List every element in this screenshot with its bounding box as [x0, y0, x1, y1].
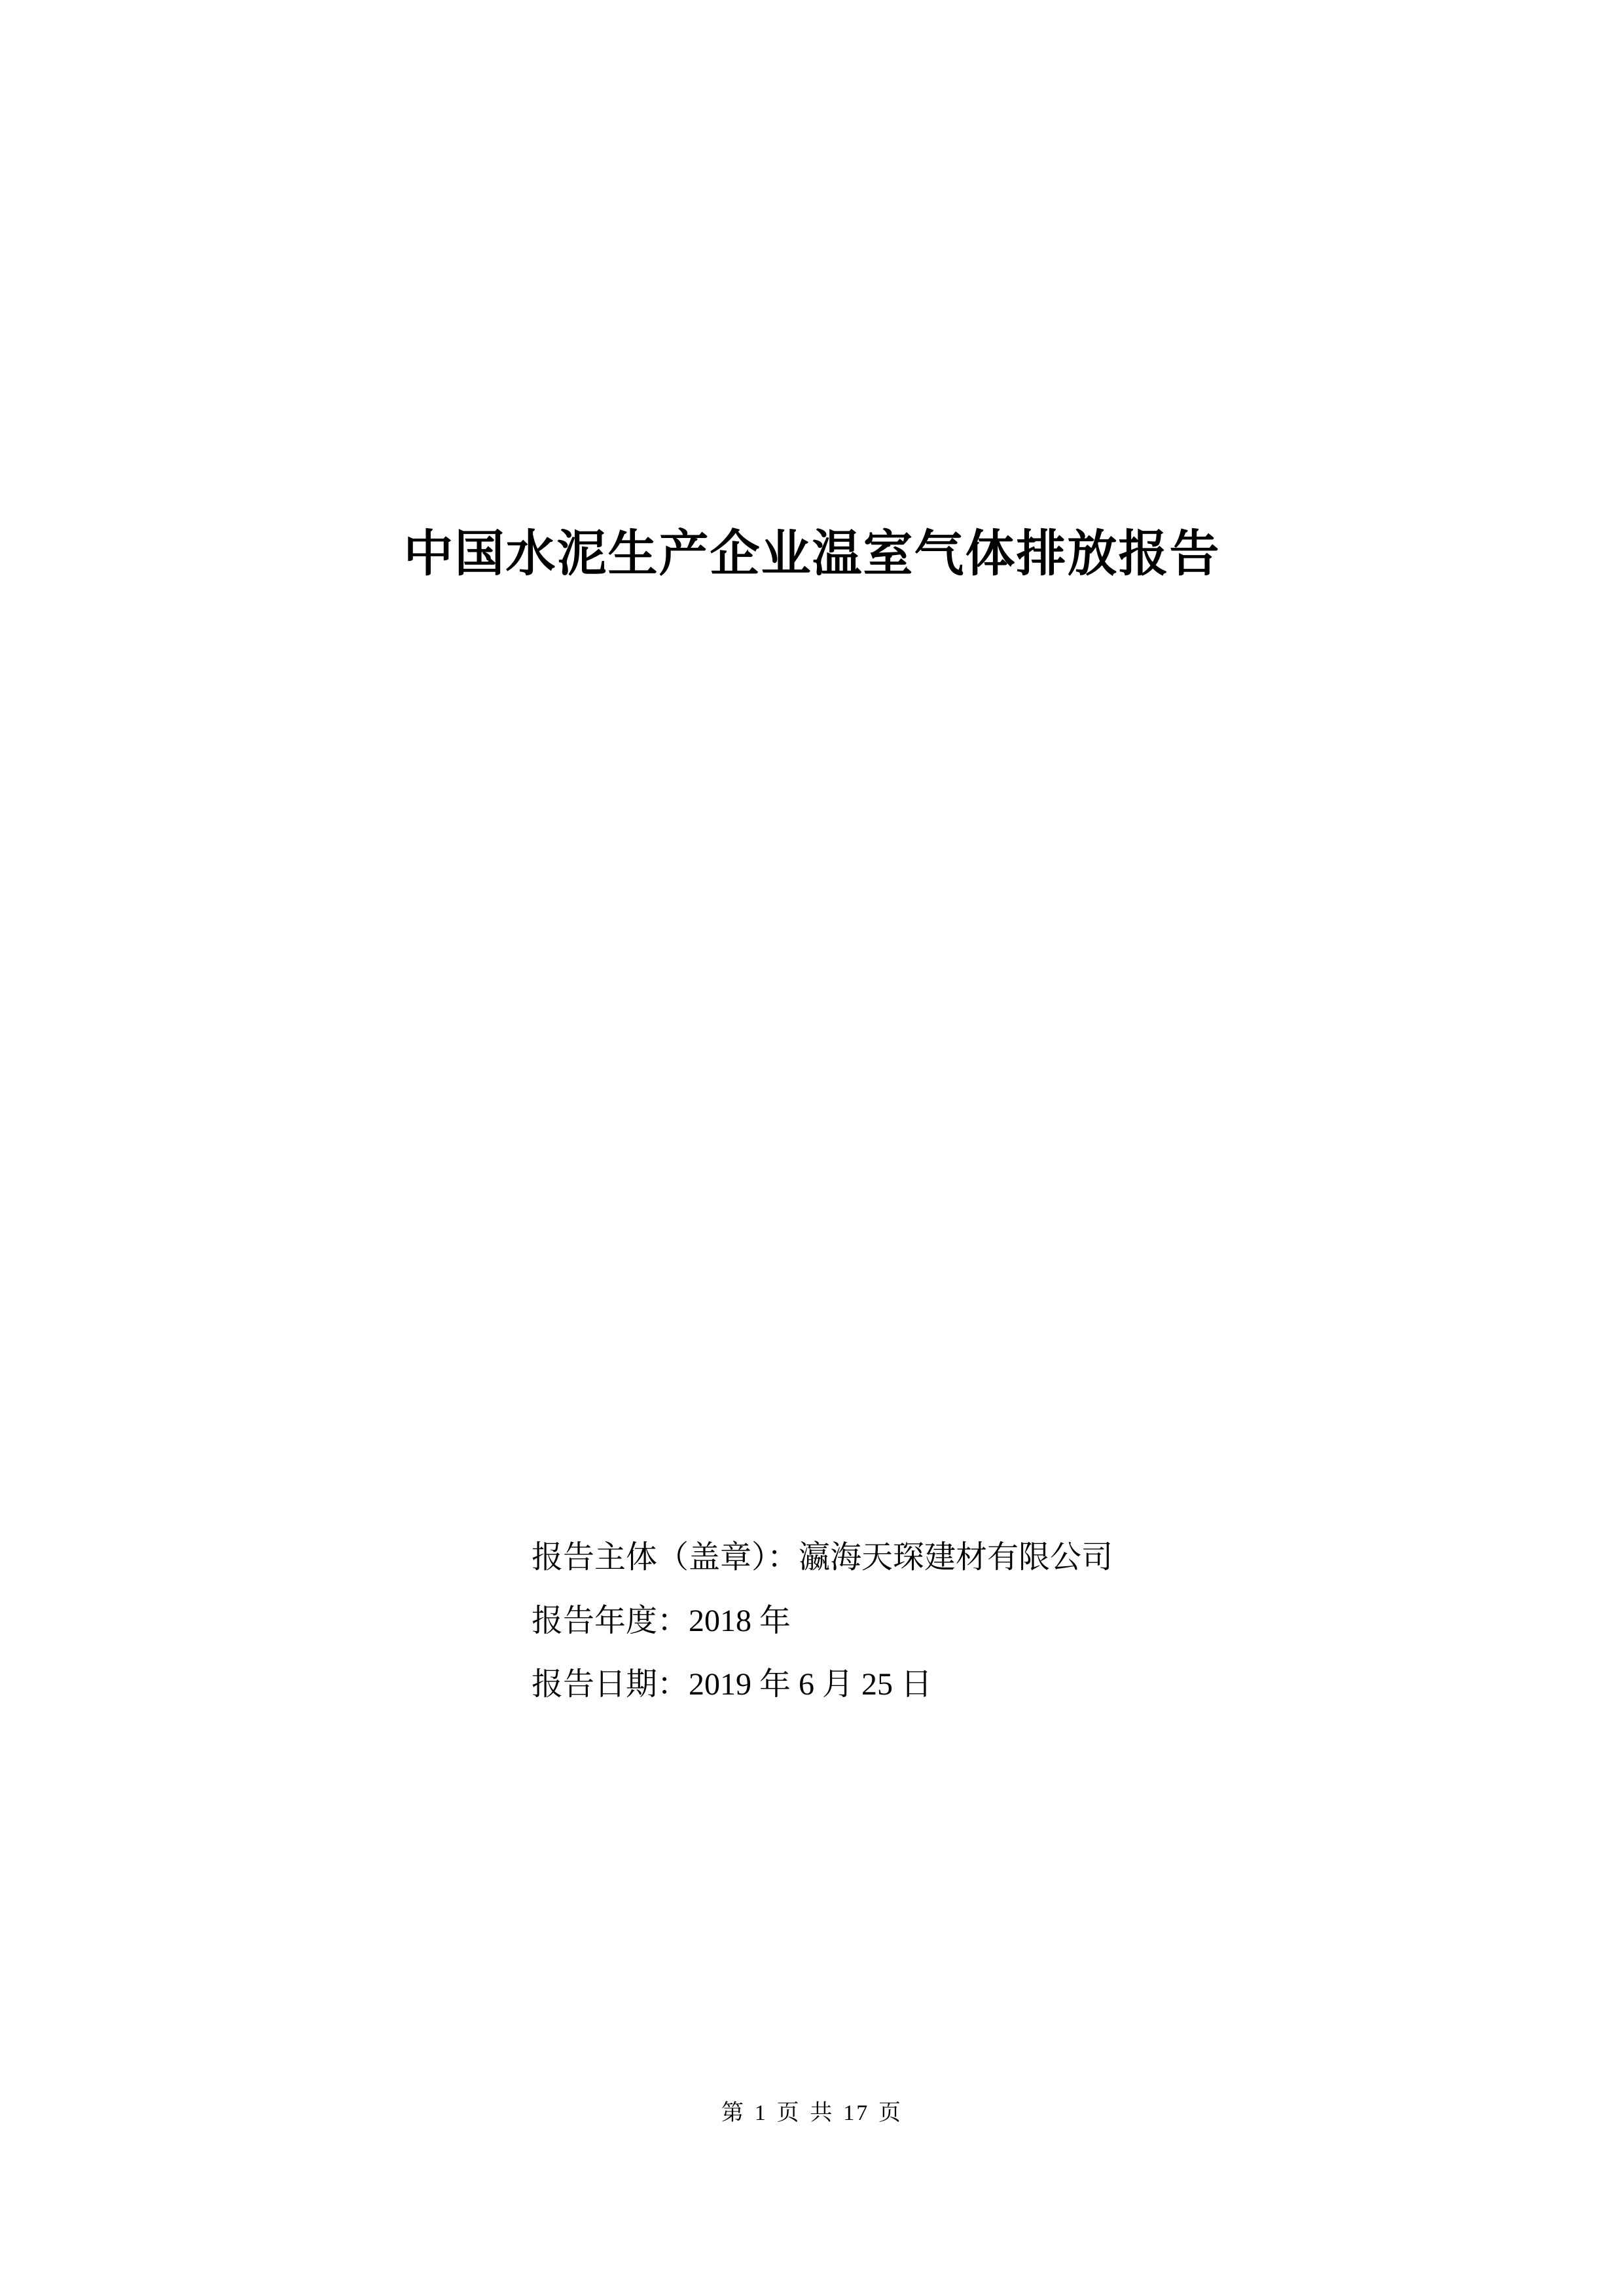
report-meta-block	[532, 1541, 1448, 1732]
report-subject-line	[532, 1541, 1448, 1573]
footer-current-page: 1	[754, 2101, 768, 2125]
footer-suffix: 页	[878, 2100, 903, 2126]
page-title: 中国水泥生产企业温室气体排放报告	[403, 524, 1221, 583]
footer-middle: 页 共	[776, 2100, 835, 2126]
report-subject-value: 瀛海天琛建材有限公司	[799, 1540, 1113, 1575]
report-year-line	[532, 1602, 1448, 1639]
footer-prefix: 第	[721, 2100, 746, 2126]
report-date-label: 报告日期：	[532, 1666, 689, 1702]
report-date-value: 2019 年 6 月 25 日	[689, 1667, 933, 1702]
footer-total-pages: 17	[843, 2101, 870, 2125]
report-subject-label: 报告主体（盖章）：	[532, 1539, 799, 1575]
report-date-line	[532, 1668, 1448, 1700]
report-year-label: 报告年度：	[532, 1602, 689, 1639]
page-footer	[0, 2094, 1624, 2126]
report-year-value: 2018 年	[689, 1604, 791, 1638]
